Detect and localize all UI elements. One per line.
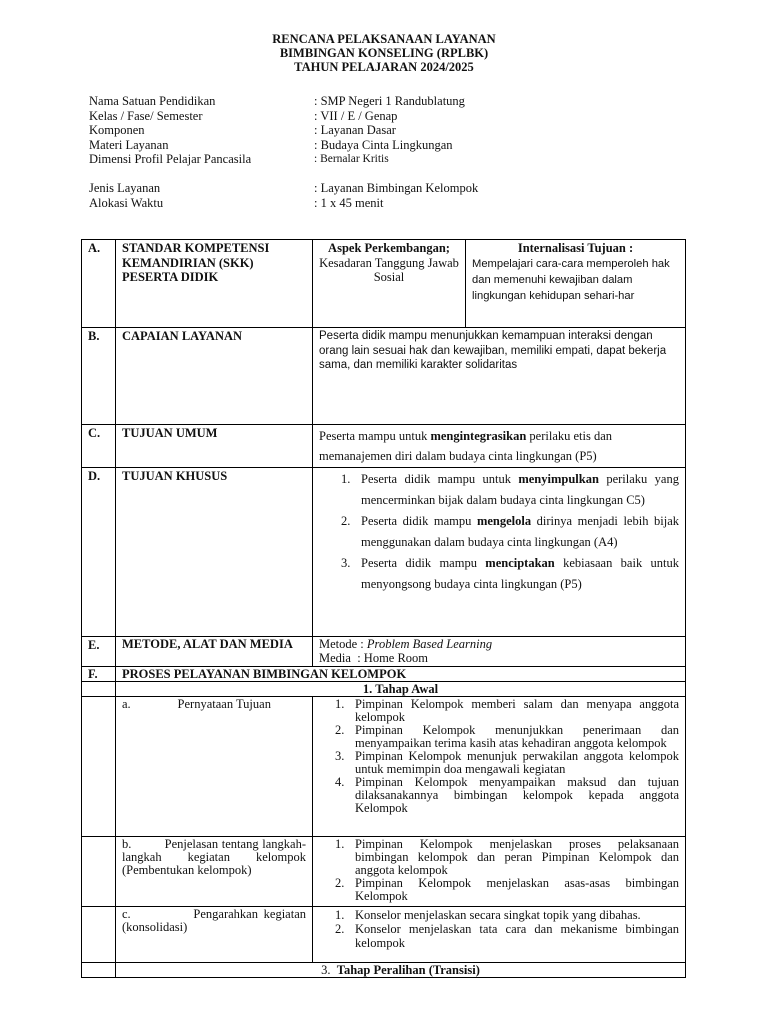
item-text: Konselor menjelaskan tata cara dan mekanisme bimbingan kelompok	[355, 922, 679, 950]
internalisasi-value: Mempelajari cara-cara memperoleh hak dan memenuhi kewajiban dalam lingkungan kehidupan sehari-har	[472, 257, 670, 302]
empty-cell	[82, 907, 116, 963]
info-row	[89, 94, 465, 109]
info-value: : 1 x 45 menit	[314, 195, 384, 210]
list-item: 4. Pimpinan Kelompok menyampaikan maksud dan tujuan dilaksanakannya bimbingan kelompok kepada anggota Kelompok	[335, 775, 679, 815]
info-label: Alokasi Waktu	[89, 195, 164, 210]
internalisasi-cell	[466, 240, 686, 328]
info-label: Materi Layanan	[89, 137, 169, 152]
list-item: 2. Konselor menjelaskan tata cara dan mekanisme bimbingan kelompok	[335, 922, 679, 950]
list-item: 2. Pimpinan Kelompok menjelaskan asas-asas bimbingan Kelompok	[335, 876, 679, 903]
metode-cell	[313, 637, 686, 667]
info-row	[89, 123, 465, 138]
info-value: : SMP Negeri 1 Randublatung	[314, 94, 465, 108]
text-bold: mengintegrasikan	[430, 429, 527, 443]
info-row	[89, 152, 465, 167]
section-letter: E.	[82, 637, 116, 667]
list-item: 2. Pimpinan Kelompok menunjukkan penerimaan dan menyampaikan terima kasih atas kehadiran anggota kelompok	[335, 723, 679, 750]
doc-title-line3: TAHUN PELAJARAN 2024/2025	[294, 60, 474, 74]
list-item	[339, 469, 679, 511]
info-label: Jenis Layanan	[89, 181, 161, 195]
empty-cell	[82, 697, 116, 837]
tahap-peralihan-heading	[116, 963, 686, 978]
section-title: PROSES PELAYANAN BIMBINGAN KELOMPOK	[116, 667, 686, 682]
tujuan-umum-text	[313, 425, 686, 468]
media-line	[319, 652, 679, 666]
section-letter: D.	[82, 468, 116, 637]
section-letter: C.	[82, 425, 116, 468]
text-bold: menciptakan	[485, 556, 555, 570]
row-c	[82, 425, 686, 468]
service-block	[89, 181, 478, 210]
list-item: 1. Pimpinan Kelompok menjelaskan proses pelaksanaan bimbingan kelompok dan peran Pimpinan Kelompok dan anggota kelompok	[335, 837, 679, 877]
item-text: Pimpinan Kelompok menjelaskan asas-asas bimbingan Kelompok	[355, 876, 679, 903]
text-part: Peserta didik mampu untuk	[361, 472, 519, 486]
metode-line	[319, 638, 679, 652]
list-item: 3. Pimpinan Kelompok menunjuk perwakilan anggota kelompok untuk memimpin doa mengawali kegiatan	[335, 749, 679, 776]
capaian-text: Peserta didik mampu menunjukkan kemampuan interaksi dengan orang lain sesuai hak dan kewajiban, memiliki empati, dapat bekerja sama, dan memiliki karakter solidaritas	[313, 328, 686, 425]
info-label: Dimensi Profil Pelajar Pancasila	[89, 152, 252, 166]
metode-value: Problem Based Learning	[366, 637, 493, 651]
row-penjelasan	[82, 837, 686, 907]
info-row	[89, 138, 465, 153]
doc-title-line1: RENCANA PELAKSANAAN LAYANAN	[272, 32, 496, 46]
tahap-number: 3.	[321, 963, 331, 977]
step-list	[313, 907, 686, 963]
section-title: TUJUAN KHUSUS	[116, 468, 313, 637]
row-d	[82, 468, 686, 637]
row-a	[82, 240, 686, 328]
info-row	[89, 196, 478, 211]
item-number: 3.	[341, 556, 351, 570]
section-title: CAPAIAN LAYANAN	[116, 328, 313, 425]
list-item: 1. Pimpinan Kelompok memberi salam dan menyapa anggota kelompok	[335, 697, 679, 724]
row-pengarahan	[82, 907, 686, 963]
list-item	[339, 553, 679, 595]
list-item	[339, 511, 679, 553]
text-part: Peserta didik mampu	[361, 514, 477, 528]
section-title: METODE, ALAT DAN MEDIA	[116, 637, 313, 667]
item-number: 2.	[341, 514, 351, 528]
step-label: c. Pengarahkan kegiatan (konsolidasi)	[116, 907, 313, 963]
info-value: : Layanan Bimbingan Kelompok	[314, 181, 479, 195]
row-b	[82, 328, 686, 425]
media-label: Media	[319, 650, 351, 665]
info-value: : VII / E / Genap	[314, 108, 398, 123]
plan-table	[81, 239, 686, 978]
section-letter: F.	[82, 667, 116, 682]
item-text: Pimpinan Kelompok menunjukkan penerimaan dan menyampaikan terima kasih atas kehadiran anggota kelompok	[355, 723, 679, 750]
info-label: Nama Satuan Pendidikan	[89, 94, 216, 108]
section-letter: A.	[82, 240, 116, 328]
text-bold: menyimpulkan	[518, 472, 599, 486]
internalisasi-label: Internalisasi Tujuan :	[517, 241, 634, 255]
row-f	[82, 667, 686, 682]
aspek-label: Aspek Perkembangan;	[328, 241, 450, 255]
section-title: TUJUAN UMUM	[116, 425, 313, 468]
text-part: Peserta didik mampu	[361, 556, 486, 570]
item-text: Konselor menjelaskan secara singkat topik yang dibahas.	[355, 908, 641, 922]
text-part: perilaku etis dan memanajemen diri dalam budaya cinta lingkungan (P5)	[319, 429, 613, 463]
text-part: perilaku yang mencerminkan bijak dalam budaya cinta lingkungan C5)	[361, 472, 679, 507]
row-pernyataan-tujuan	[82, 697, 686, 837]
aspek-value: Kesadaran Tanggung Jawab Sosial	[319, 255, 459, 284]
aspek-cell	[313, 240, 466, 328]
info-row	[89, 109, 465, 124]
step-label: b. Penjelasan tentang langkah-langkah kegiatan kelompok (Pembentukan kelompok)	[116, 837, 313, 907]
row-tahap-awal	[82, 682, 686, 697]
item-text: Pimpinan Kelompok memberi salam dan menyapa anggota kelompok	[355, 697, 679, 724]
identity-block	[89, 94, 465, 167]
info-value: : Layanan Dasar	[314, 123, 396, 137]
info-row	[89, 181, 478, 196]
info-label: Komponen	[89, 123, 145, 137]
list-item: 1. Konselor menjelaskan secara singkat topik yang dibahas.	[335, 908, 641, 922]
item-text: Pimpinan Kelompok menjelaskan proses pelaksanaan bimbingan kelompok dan peran Pimpinan Kelompok dan anggota kelompok	[355, 837, 679, 877]
item-text: Pimpinan Kelompok menunjuk perwakilan anggota kelompok untuk memimpin doa mengawali kegiatan	[355, 749, 679, 776]
row-tahap-peralihan	[82, 963, 686, 978]
info-value: : Budaya Cinta Lingkungan	[314, 137, 453, 152]
item-number: 1.	[341, 472, 351, 486]
text-part: dirinya menjadi lebih bijak menggunakan dalam budaya cinta lingkungan (A4)	[361, 514, 679, 549]
info-label: Kelas / Fase/ Semester	[89, 108, 203, 123]
empty-cell	[82, 837, 116, 907]
tahap-awal-heading: 1. Tahap Awal	[116, 682, 686, 697]
empty-cell	[82, 682, 116, 697]
empty-cell	[82, 963, 116, 978]
section-title: STANDAR KOMPETENSI KEMANDIRIAN (SKK) PESERTA DIDIK	[116, 240, 313, 328]
text-part: kebiasaan baik untuk menyongsong budaya cinta lingkungan (P5)	[361, 556, 679, 591]
text-bold: mengelola	[476, 514, 532, 528]
section-letter: B.	[82, 328, 116, 425]
text-part: Peserta mampu untuk	[319, 429, 431, 443]
step-label: a. Pernyataan Tujuan	[116, 697, 313, 837]
metode-label: Metode :	[319, 637, 367, 651]
doc-title-line2: BIMBINGAN KONSELING (RPLBK)	[279, 46, 489, 60]
item-text: Pimpinan Kelompok menyampaikan maksud dan tujuan dilaksanakannya bimbingan kelompok kepada anggota Kelompok	[355, 775, 679, 815]
media-value: : Home Room	[357, 650, 429, 665]
tujuan-khusus-list	[313, 468, 686, 637]
row-e	[82, 637, 686, 667]
tahap-title: Tahap Peralihan (Transisi)	[336, 963, 480, 977]
info-value: : Bernalar Kritis	[314, 153, 389, 165]
step-list	[313, 697, 686, 837]
step-list	[313, 837, 686, 907]
